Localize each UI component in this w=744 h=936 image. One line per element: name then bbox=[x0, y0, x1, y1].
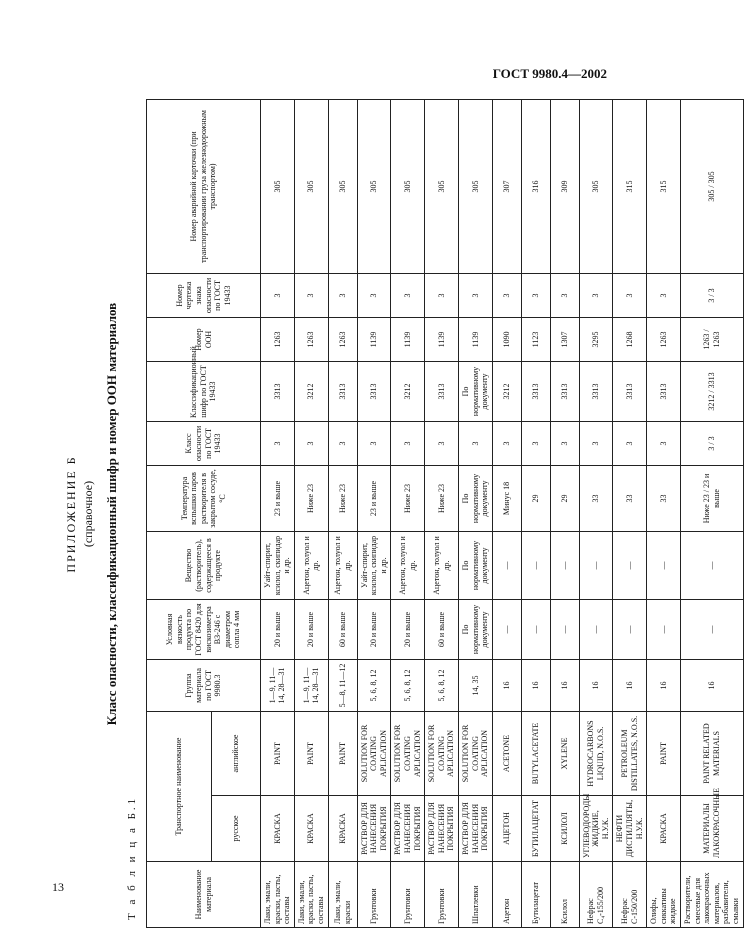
table-row bbox=[425, 99, 459, 927]
cell-card: 305 bbox=[391, 99, 425, 273]
cell-material: Ацетон bbox=[492, 862, 521, 928]
appendix-reference: (справочное) bbox=[81, 480, 95, 548]
cell-flash: Ниже 23 / 23 и выше bbox=[681, 465, 744, 531]
cell-english: PAINT bbox=[294, 711, 328, 795]
cell-un: 3295 bbox=[579, 317, 613, 361]
cell-group: 16 bbox=[613, 659, 647, 711]
cell-viscosity: — bbox=[613, 599, 647, 659]
cell-sign: 3 bbox=[647, 273, 681, 317]
cell-code: 3313 bbox=[425, 361, 459, 421]
cell-material: Бутилацетат bbox=[521, 862, 550, 928]
cell-flash: Ниже 23 bbox=[294, 465, 328, 531]
cell-substance: — bbox=[521, 531, 550, 599]
header-substance: Вещество (растворитель), содержащееся в продукте bbox=[147, 531, 261, 599]
header-english: английское bbox=[212, 711, 261, 795]
cell-flash: Ниже 23 bbox=[425, 465, 459, 531]
cell-sign: 3 bbox=[261, 273, 295, 317]
cell-un: 1263 bbox=[328, 317, 357, 361]
cell-viscosity: 60 и выше bbox=[328, 599, 357, 659]
table-row bbox=[458, 99, 492, 927]
cell-viscosity: — bbox=[681, 599, 744, 659]
cell-group: 14, 35 bbox=[458, 659, 492, 711]
header-russian: русское bbox=[212, 796, 261, 862]
cell-russian: РАСТВОР ДЛЯ НАНЕСЕНИЯ ПОКРЫТИЯ bbox=[425, 796, 459, 862]
cell-english: PAINT bbox=[647, 711, 681, 795]
cell-un: 1263 bbox=[261, 317, 295, 361]
cell-class: 3 bbox=[261, 421, 295, 465]
cell-class: 3 / 3 bbox=[681, 421, 744, 465]
cell-un: 1139 bbox=[357, 317, 391, 361]
cell-class: 3 bbox=[647, 421, 681, 465]
cell-viscosity: 60 и выше bbox=[425, 599, 459, 659]
cell-substance: По нормативному документу bbox=[458, 531, 492, 599]
cell-viscosity: — bbox=[647, 599, 681, 659]
cell-class: 3 bbox=[579, 421, 613, 465]
cell-card: 305 bbox=[328, 99, 357, 273]
cell-sign: 3 bbox=[579, 273, 613, 317]
cell-code: 3212 bbox=[294, 361, 328, 421]
cell-flash: 29 bbox=[521, 465, 550, 531]
document-header: ГОСТ 9980.4—2002 bbox=[492, 66, 607, 81]
table-row bbox=[391, 99, 425, 927]
cell-russian: КРАСКА bbox=[328, 796, 357, 862]
header-viscosity: Условная вязкость продукта по ГОСТ 8420 для вискозиметра ВЗ-246 с диаметром сопла 4 мм bbox=[147, 599, 261, 659]
cell-sign: 3 bbox=[357, 273, 391, 317]
cell-english: SOLUTION FOR COATING APLICATION bbox=[458, 711, 492, 795]
cell-group: 16 bbox=[681, 659, 744, 711]
cell-class: 3 bbox=[492, 421, 521, 465]
cell-code: 3212 / 3313 bbox=[681, 361, 744, 421]
cell-material: Лаки, эмали, краски, пасты, составы bbox=[294, 862, 328, 928]
cell-un: 1307 bbox=[550, 317, 579, 361]
cell-card: 309 bbox=[550, 99, 579, 273]
cell-group: 16 bbox=[492, 659, 521, 711]
cell-russian: БУТИЛАЦЕТАТ bbox=[521, 796, 550, 862]
cell-flash: 23 и выше bbox=[357, 465, 391, 531]
cell-material: Растворители, смесевые для лакокрасочных материалов, разбавители, смывки bbox=[681, 862, 744, 928]
cell-group: 1—9, 11—14, 28—31 bbox=[261, 659, 295, 711]
cell-code: 3212 bbox=[492, 361, 521, 421]
cell-group: 5—8, 11—12 bbox=[328, 659, 357, 711]
cell-sign: 3 bbox=[425, 273, 459, 317]
cell-substance: Ацетон, толуол и др. bbox=[294, 531, 328, 599]
cell-card: 305 bbox=[357, 99, 391, 273]
cell-flash: 29 bbox=[550, 465, 579, 531]
table-label: Т а б л и ц а Б.1 bbox=[126, 795, 138, 920]
appendix-title: ПРИЛОЖЕНИЕ Б bbox=[64, 455, 78, 573]
cell-class: 3 bbox=[328, 421, 357, 465]
header-material: Наименование материала bbox=[147, 862, 261, 928]
cell-english: BUTYLACETATE bbox=[521, 711, 550, 795]
cell-russian: УГЛЕВОДОРОДЫ ЖИДКИЕ, Н.У.К. bbox=[579, 796, 613, 862]
cell-group: 16 bbox=[550, 659, 579, 711]
cell-un: 1263 bbox=[294, 317, 328, 361]
cell-substance: Уайт-спирит, ксилол, скипидар и др. bbox=[357, 531, 391, 599]
cell-flash: По нормативному документу bbox=[458, 465, 492, 531]
cell-substance: Уайт-спирит, ксилол, скипидар и др. bbox=[261, 531, 295, 599]
cell-substance: — bbox=[613, 531, 647, 599]
cell-material: Грунтовки bbox=[391, 862, 425, 928]
cell-group: 16 bbox=[579, 659, 613, 711]
cell-sign: 3 bbox=[294, 273, 328, 317]
cell-group: 1—9, 11—14, 28—31 bbox=[294, 659, 328, 711]
table-row bbox=[521, 99, 550, 927]
cell-code: 3313 bbox=[521, 361, 550, 421]
cell-group: 5, 6, 8, 12 bbox=[391, 659, 425, 711]
cell-viscosity: По нормативному документу bbox=[458, 599, 492, 659]
cell-class: 3 bbox=[425, 421, 459, 465]
cell-sign: 3 bbox=[328, 273, 357, 317]
cell-group: 16 bbox=[521, 659, 550, 711]
header-sign-number: Номер чертежа знака опасности по ГОСТ 19433 bbox=[147, 273, 261, 317]
cell-material: Шпатлевки bbox=[458, 862, 492, 928]
cell-code: 3212 bbox=[391, 361, 425, 421]
cell-material: Ксилол bbox=[550, 862, 579, 928]
cell-code: 3313 bbox=[613, 361, 647, 421]
cell-un: 1139 bbox=[425, 317, 459, 361]
cell-russian: КСИЛОЛ bbox=[550, 796, 579, 862]
cell-code: 3313 bbox=[647, 361, 681, 421]
cell-un: 1268 bbox=[613, 317, 647, 361]
header-hazard-class: Класс опасности по ГОСТ 19433 bbox=[147, 421, 261, 465]
cell-class: 3 bbox=[294, 421, 328, 465]
cell-flash: Ниже 23 bbox=[328, 465, 357, 531]
cell-un: 1139 bbox=[391, 317, 425, 361]
cell-class: 3 bbox=[357, 421, 391, 465]
cell-flash: 33 bbox=[579, 465, 613, 531]
page-number: 13 bbox=[52, 880, 64, 894]
table-row bbox=[492, 99, 521, 927]
cell-viscosity: — bbox=[492, 599, 521, 659]
cell-viscosity: 20 и выше bbox=[357, 599, 391, 659]
cell-flash: 23 и выше bbox=[261, 465, 295, 531]
cell-material: Лаки, эмали, краски, пасты, составы bbox=[261, 862, 295, 928]
cell-substance: Ацетон, толуол и др. bbox=[328, 531, 357, 599]
cell-card: 305 bbox=[425, 99, 459, 273]
cell-substance: — bbox=[550, 531, 579, 599]
header-un-number: Номер ООН bbox=[147, 317, 261, 361]
cell-substance: — bbox=[492, 531, 521, 599]
cell-english: PAINT bbox=[261, 711, 295, 795]
cell-sign: 3 / 3 bbox=[681, 273, 744, 317]
cell-viscosity: 20 и выше bbox=[294, 599, 328, 659]
cell-material: Грунтовки bbox=[425, 862, 459, 928]
cell-class: 3 bbox=[458, 421, 492, 465]
cell-viscosity: — bbox=[550, 599, 579, 659]
cell-flash: Ниже 23 bbox=[391, 465, 425, 531]
cell-russian: РАСТВОР ДЛЯ НАНЕСЕНИЯ ПОКРЫТИЯ bbox=[357, 796, 391, 862]
cell-code: 3313 bbox=[357, 361, 391, 421]
table-row bbox=[579, 99, 613, 927]
cell-un: 1263 / 1263 bbox=[681, 317, 744, 361]
hazard-table bbox=[146, 99, 744, 928]
cell-code: 3313 bbox=[328, 361, 357, 421]
cell-substance: — bbox=[647, 531, 681, 599]
table-row bbox=[613, 99, 647, 927]
header-group: Группа материала по ГОСТ 9980.3 bbox=[147, 659, 261, 711]
cell-russian: РАСТВОР ДЛЯ НАНЕСЕНИЯ ПОКРЫТИЯ bbox=[391, 796, 425, 862]
cell-code: По нормативному документу bbox=[458, 361, 492, 421]
cell-english: SOLUTION FOR COATING APLICATION bbox=[425, 711, 459, 795]
cell-viscosity: 20 и выше bbox=[261, 599, 295, 659]
cell-english: PETROLEUM DISTILLATES, N.O.S. bbox=[613, 711, 647, 795]
rotated-page-content bbox=[24, 100, 740, 928]
cell-class: 3 bbox=[521, 421, 550, 465]
cell-english: SOLUTION FOR COATING APLICATION bbox=[357, 711, 391, 795]
cell-substance: Ацетон, толуол и др. bbox=[425, 531, 459, 599]
header-classification-code: Классификационный шифр по ГОСТ 19433 bbox=[147, 361, 261, 421]
cell-class: 3 bbox=[391, 421, 425, 465]
table-row bbox=[357, 99, 391, 927]
table-row bbox=[294, 99, 328, 927]
header-emergency-card: Номер аварийной карточки (при транспортировании груза железнодорожным транспортом) bbox=[147, 99, 261, 273]
cell-un: 1123 bbox=[521, 317, 550, 361]
cell-card: 315 bbox=[647, 99, 681, 273]
cell-sign: 3 bbox=[613, 273, 647, 317]
cell-sign: 3 bbox=[492, 273, 521, 317]
cell-class: 3 bbox=[550, 421, 579, 465]
cell-russian: НЕФТИ ДИСТИЛЛЯТЫ, Н.У.К. bbox=[613, 796, 647, 862]
cell-substance: — bbox=[579, 531, 613, 599]
cell-card: 316 bbox=[521, 99, 550, 273]
cell-card: 305 bbox=[458, 99, 492, 273]
cell-class: 3 bbox=[613, 421, 647, 465]
cell-russian: КРАСКА bbox=[647, 796, 681, 862]
cell-english: HYDROCARBONS LIQUID, N.O.S. bbox=[579, 711, 613, 795]
table-row bbox=[550, 99, 579, 927]
cell-english: PAINT RELATED MATERIALS bbox=[681, 711, 744, 795]
cell-material: Лаки, эмали, краски bbox=[328, 862, 357, 928]
cell-sign: 3 bbox=[458, 273, 492, 317]
cell-substance: — bbox=[681, 531, 744, 599]
cell-card: 305 / 305 bbox=[681, 99, 744, 273]
cell-card: 307 bbox=[492, 99, 521, 273]
cell-russian: КРАСКА bbox=[261, 796, 295, 862]
cell-english: ACETONE bbox=[492, 711, 521, 795]
cell-material: Нефрас С₄-155/200 bbox=[579, 862, 613, 928]
cell-card: 315 bbox=[613, 99, 647, 273]
cell-russian: РАСТВОР ДЛЯ НАНЕСЕНИЯ ПОКРЫТИЯ bbox=[458, 796, 492, 862]
header-transport-name: Транспортное наименование bbox=[147, 711, 212, 861]
cell-card: 305 bbox=[261, 99, 295, 273]
cell-card: 305 bbox=[579, 99, 613, 273]
cell-group: 16 bbox=[647, 659, 681, 711]
cell-code: 3313 bbox=[261, 361, 295, 421]
table-title: Класс опасности, классификационный шифр и номер ООН материалов bbox=[104, 302, 119, 726]
table-row bbox=[328, 99, 357, 927]
cell-english: SOLUTION FOR COATING APLICATION bbox=[391, 711, 425, 795]
cell-un: 1263 bbox=[647, 317, 681, 361]
cell-flash: Минус 18 bbox=[492, 465, 521, 531]
cell-un: 1090 bbox=[492, 317, 521, 361]
cell-sign: 3 bbox=[391, 273, 425, 317]
cell-sign: 3 bbox=[521, 273, 550, 317]
cell-russian: МАТЕРИАЛЫ ЛАКОКРАСОЧНЫЕ bbox=[681, 796, 744, 862]
cell-viscosity: — bbox=[521, 599, 550, 659]
cell-flash: 33 bbox=[647, 465, 681, 531]
cell-material: Нефрас С-150/200 bbox=[613, 862, 647, 928]
cell-english: XYLENE bbox=[550, 711, 579, 795]
cell-sign: 3 bbox=[550, 273, 579, 317]
cell-material: Олифы, сиккативы жидкие bbox=[647, 862, 681, 928]
table-row bbox=[681, 99, 744, 927]
cell-russian: АЦЕТОН bbox=[492, 796, 521, 862]
cell-viscosity: 20 и выше bbox=[391, 599, 425, 659]
table-row bbox=[261, 99, 295, 927]
cell-viscosity: — bbox=[579, 599, 613, 659]
cell-group: 5, 6, 8, 12 bbox=[425, 659, 459, 711]
cell-russian: КРАСКА bbox=[294, 796, 328, 862]
cell-substance: Ацетон, толуол и др. bbox=[391, 531, 425, 599]
cell-code: 3313 bbox=[579, 361, 613, 421]
cell-group: 5, 6, 8, 12 bbox=[357, 659, 391, 711]
cell-flash: 33 bbox=[613, 465, 647, 531]
header-flash-point: Температура вспышки паров растворителя в закрытом сосуде, °С bbox=[147, 465, 261, 531]
cell-un: 1139 bbox=[458, 317, 492, 361]
cell-code: 3313 bbox=[550, 361, 579, 421]
cell-card: 305 bbox=[294, 99, 328, 273]
cell-english: PAINT bbox=[328, 711, 357, 795]
table-row bbox=[647, 99, 681, 927]
cell-material: Грунтовки bbox=[357, 862, 391, 928]
